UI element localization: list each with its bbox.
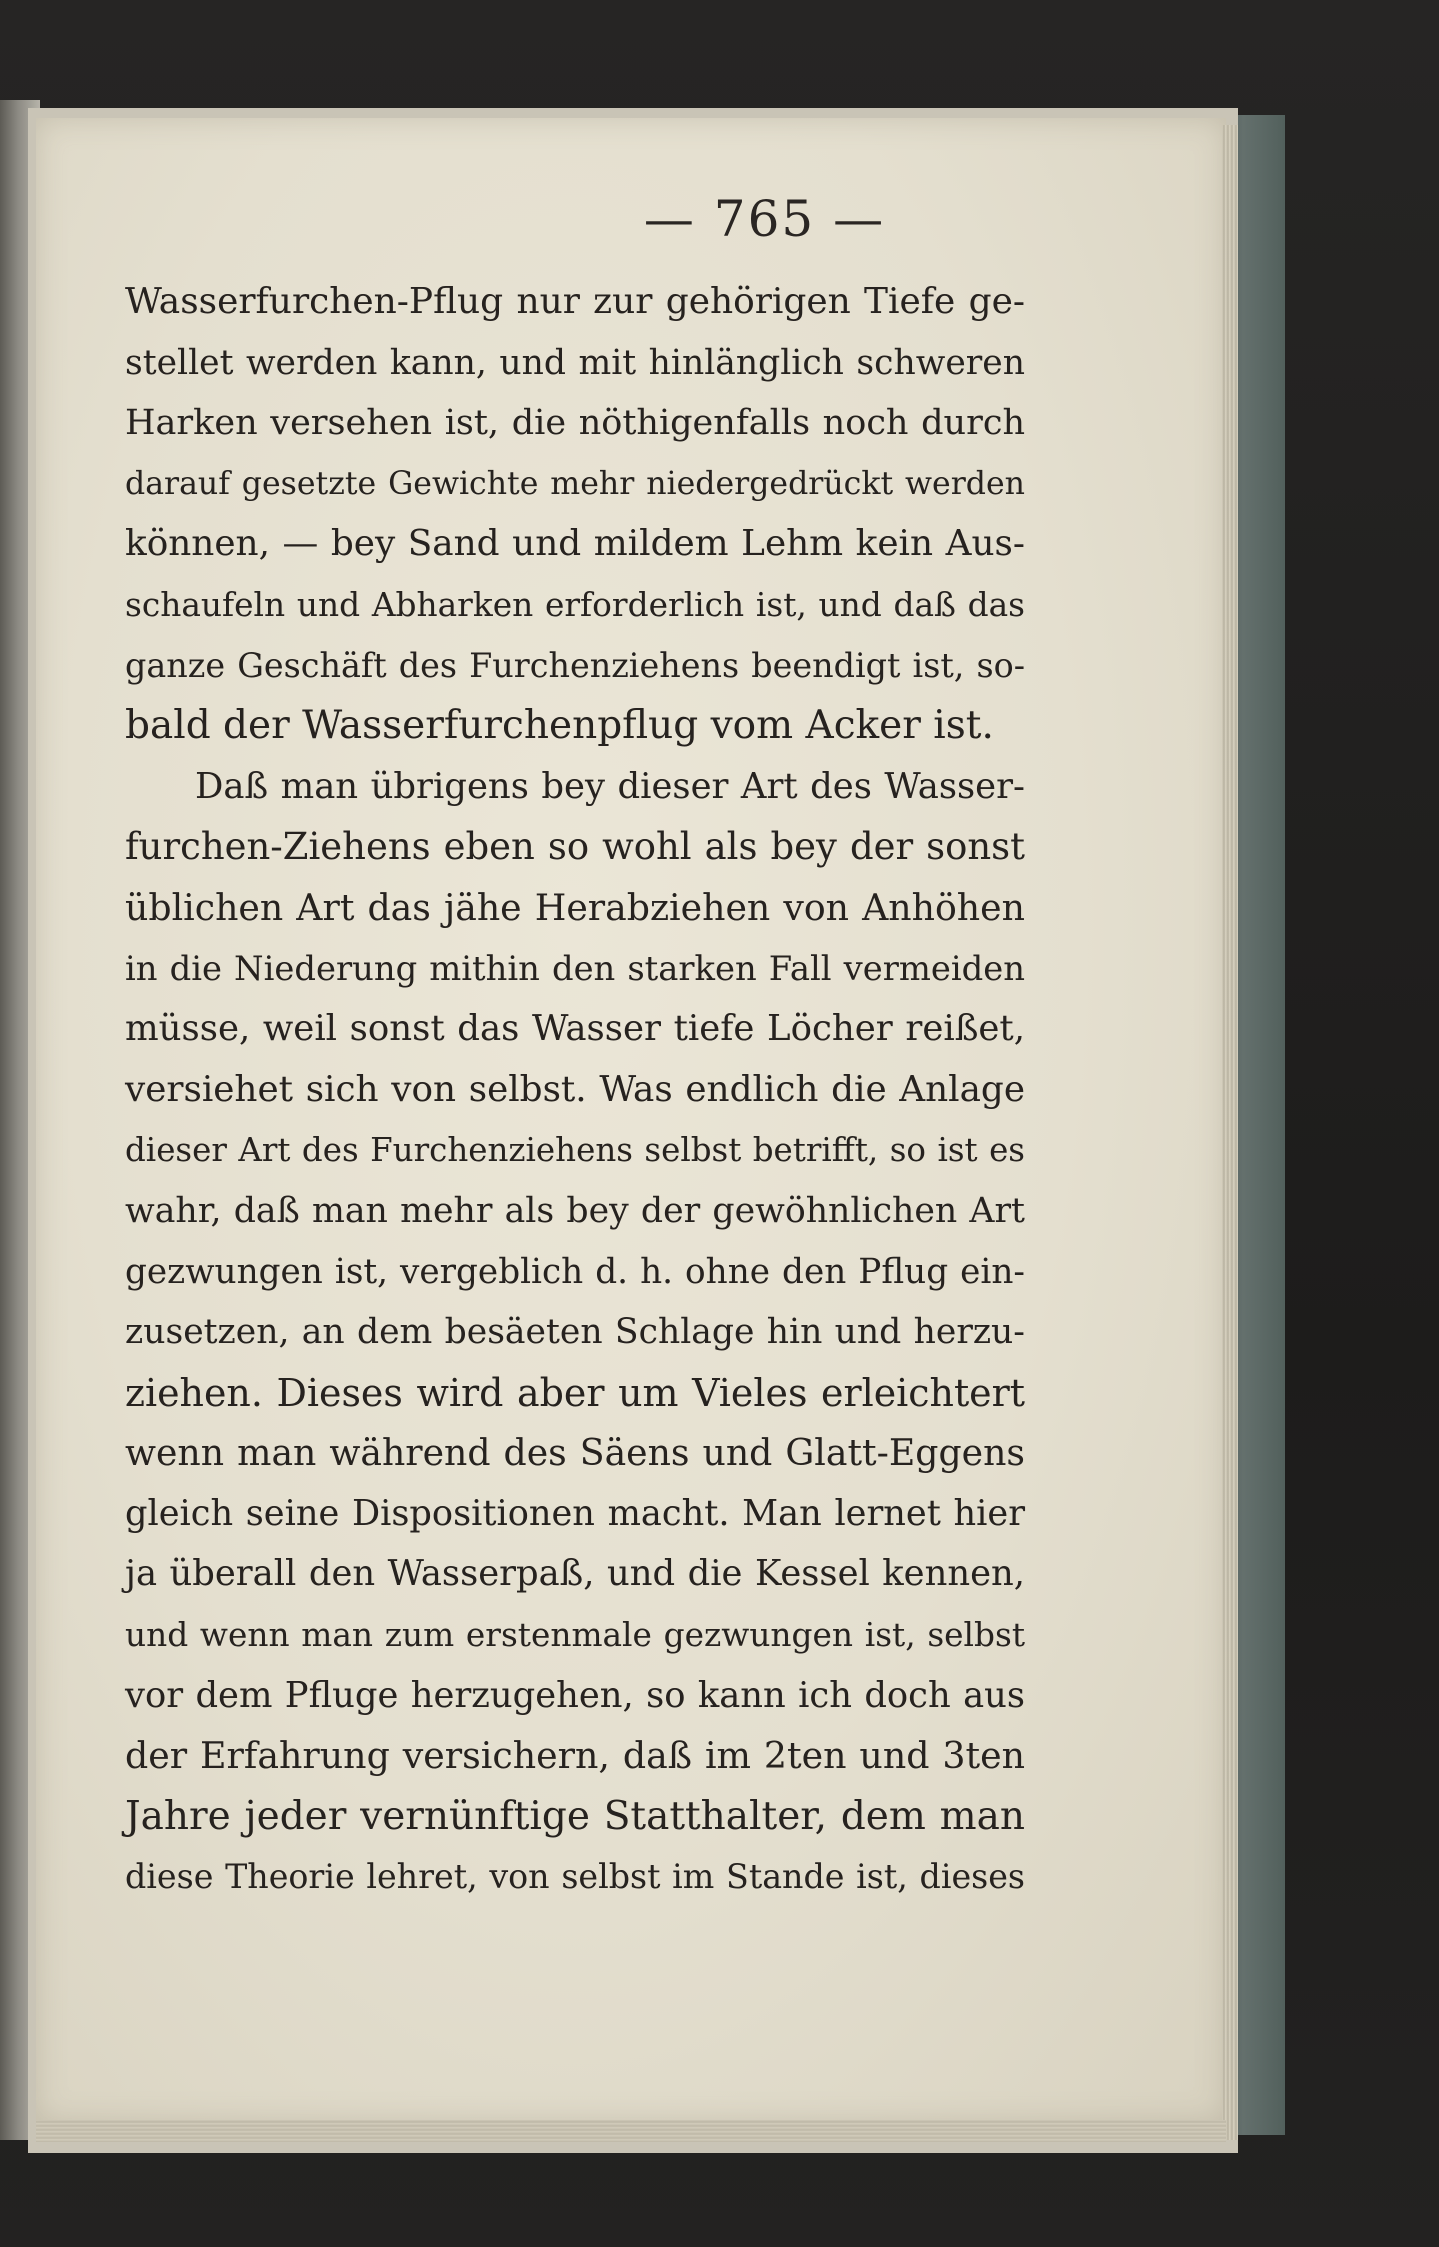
text-line: üblichen Art das jähe Herabziehen von Anhöhen xyxy=(125,885,1025,929)
text-line: müsse, weil sonst das Wasser tiefe Löcher reißet, xyxy=(125,1008,1025,1050)
text-line: Wasserfurchen-Pflug nur zur gehörigen Tiefe ge- xyxy=(125,281,1025,322)
text-line: können, — bey Sand und mildem Lehm kein Aus- xyxy=(125,523,1025,565)
text-line: ganze Geschäft des Furchenziehens beendigt ist, so- xyxy=(125,645,1025,685)
text-line: gleich seine Dispositionen macht. Man lernet hier xyxy=(125,1492,1025,1534)
page-number: — 765 — xyxy=(643,190,886,248)
text-line: darauf gesetzte Gewichte mehr niedergedrückt werden xyxy=(125,465,1025,502)
text-line: der Erfahrung versichern, daß im 2ten und 3ten xyxy=(125,1734,1025,1778)
text-line: stellet werden kann, und mit hinlänglich schweren xyxy=(125,342,1025,383)
text-line: Jahre jeder vernünftige Statthalter, dem man xyxy=(125,1793,1025,1839)
text-line: furchen-Ziehens eben so wohl als bey der sonst xyxy=(125,825,1025,869)
text-line: diese Theorie lehret, von selbst im Stande ist, dieses xyxy=(125,1857,1025,1897)
text-line: dieser Art des Furchenziehens selbst betrifft, so ist es xyxy=(125,1131,1025,1170)
text-line: bald der Wasserfurchenpflug vom Acker ist. xyxy=(125,703,994,749)
text-line: versiehet sich von selbst. Was endlich die Anlage xyxy=(125,1068,1025,1110)
text-line: ziehen. Dieses wird aber um Vieles erleichtert xyxy=(125,1370,1025,1415)
text-line: Harken versehen ist, die nöthigenfalls noch durch xyxy=(125,402,1025,444)
page-edges-right xyxy=(1222,125,1238,2140)
page-number-header xyxy=(0,190,1439,248)
text-line: wahr, daß man mehr als bey der gewöhnlichen Art xyxy=(125,1190,1025,1231)
body-text xyxy=(125,272,1025,1908)
page-edges-bottom xyxy=(36,2120,1226,2142)
text-line: und wenn man zum erstenmale gezwungen ist, selbst xyxy=(125,1616,1025,1655)
text-line: wenn man während des Säens und Glatt-Eggens xyxy=(125,1431,1025,1475)
text-line: schaufeln und Abharken erforderlich ist, und daß das xyxy=(125,585,1025,624)
text-line: vor dem Pfluge herzugehen, so kann ich doch aus xyxy=(125,1674,1025,1716)
text-line: in die Niederung mithin den starken Fall vermeiden xyxy=(125,948,1025,988)
text-line: ja überall den Wasserpaß, und die Kessel kennen, xyxy=(125,1553,1025,1595)
text-line: gezwungen ist, vergeblich d. h. ohne den Pflug ein- xyxy=(125,1251,1025,1292)
text-line: zusetzen, an dem besäeten Schlage hin und herzu- xyxy=(125,1312,1025,1353)
text-line-paragraph-start: Daß man übrigens bey dieser Art des Wasser- xyxy=(195,765,1025,807)
